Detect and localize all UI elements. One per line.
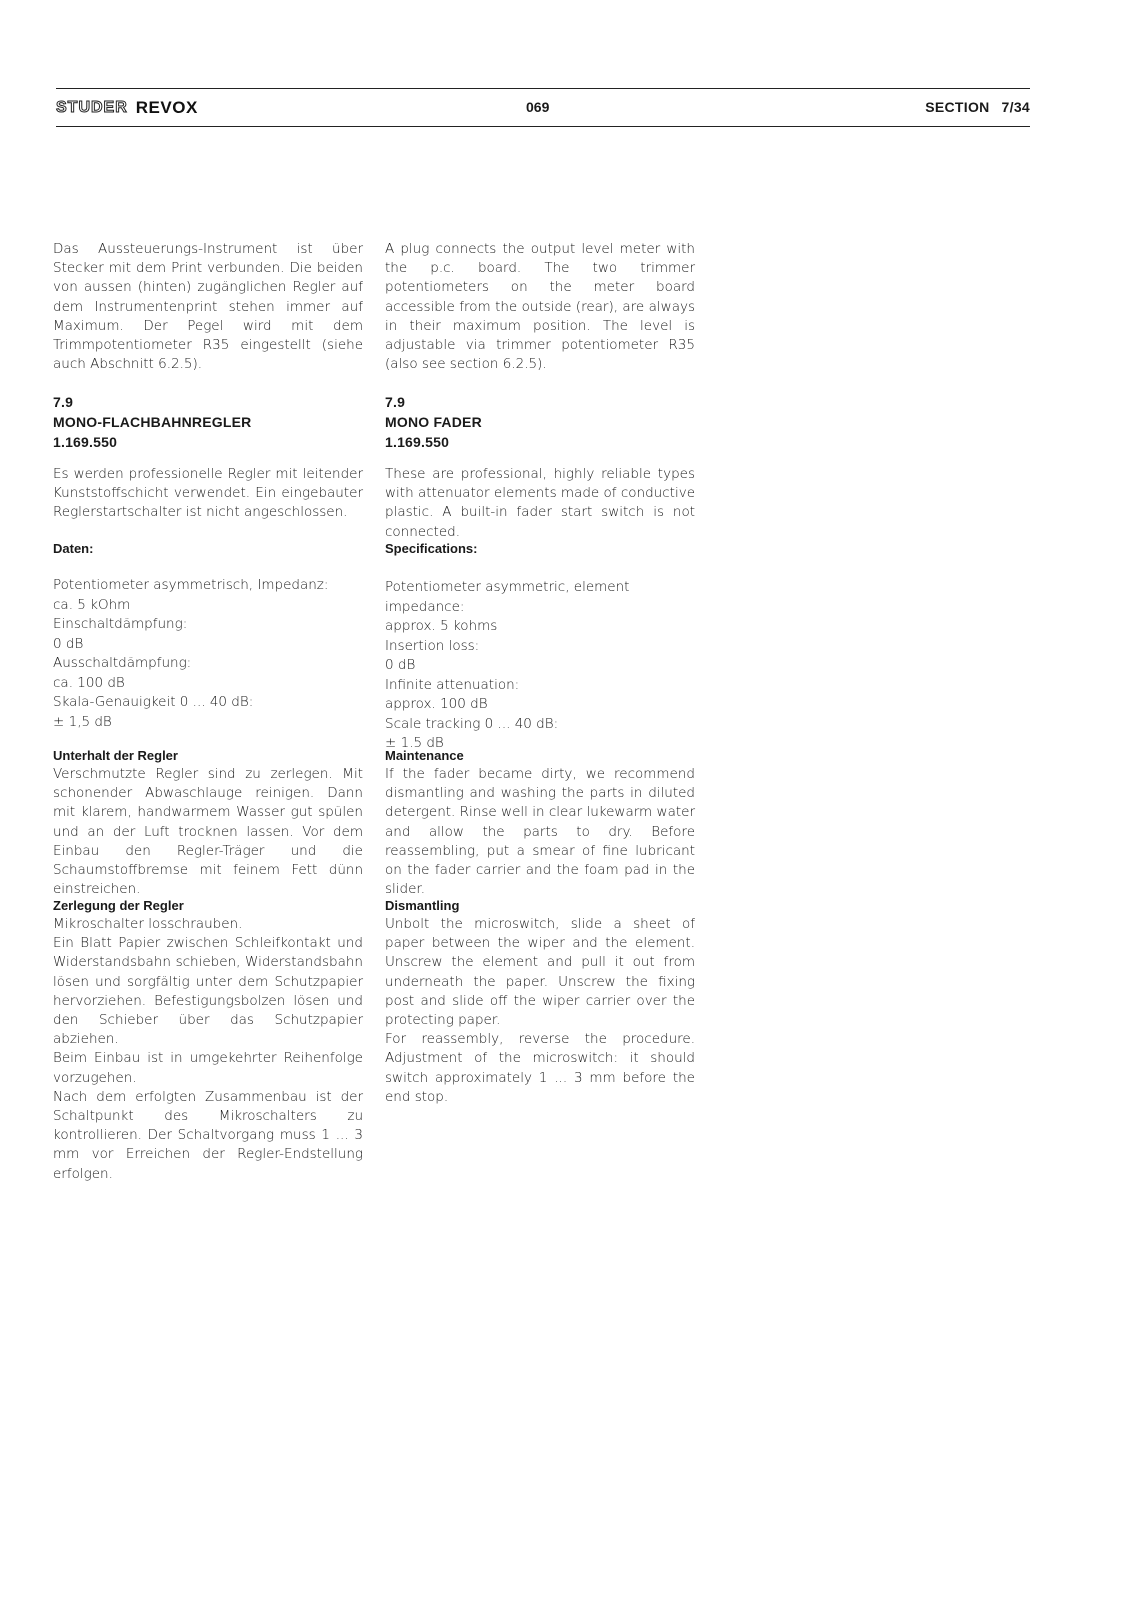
- spec-line: ca. 5 kOhm: [53, 596, 131, 613]
- spec-line: ± 1,5 dB: [53, 713, 112, 730]
- english-maintenance-text: If the fader became dirty, we recommend dismantling and washing the parts in diluted detergent. Rinse well in clear lukewarm water and allow the parts to dry. Before reassembling, put a smear of fine lubricant on the fader carrier and the foam pad in the slider.: [385, 766, 695, 898]
- german-description: Es werden professionelle Regler mit leitender Kunststoffschicht verwendet. Ein eingebauter Reglerstartschalter ist nicht angeschlossen.: [53, 466, 363, 521]
- german-specs-heading: Daten:: [53, 541, 94, 556]
- english-heading-title: MONO FADER: [385, 414, 482, 430]
- english-dismantling-paragraph: For reassembly, reverse the procedure. Adjustment of the microswitch: it should switch approximately 1 ... 3 mm before the end stop.: [385, 1031, 695, 1105]
- english-heading-code: 1.169.550: [385, 434, 450, 450]
- page-header: [56, 94, 1030, 122]
- spec-line: Potentiometer asymmetric, element impedance:: [385, 579, 630, 615]
- spec-line: 0 dB: [53, 635, 84, 652]
- spec-line: approx. 100 dB: [385, 696, 488, 712]
- header-bottom-rule: [56, 126, 1030, 127]
- german-dismantling-heading: Zerlegung der Regler: [53, 898, 184, 913]
- spec-line: Skala-Genauigkeit 0 ... 40 dB:: [53, 694, 254, 710]
- section-value: 7/34: [1001, 99, 1030, 115]
- english-dismantling-paragraph: Unbolt the microswitch, slide a sheet of paper between the wiper and the element. Unscrew the element and pull it out from underneath the paper. Unscrew the fixing post and slide off the wiper carrier over the protecting paper.: [385, 916, 695, 1029]
- spec-line: approx. 5 kohms: [385, 618, 498, 634]
- english-dismantling-heading: Dismantling: [385, 898, 460, 913]
- spec-line: Infinite attenuation:: [385, 676, 520, 693]
- german-specs-list: [53, 576, 363, 732]
- english-description: These are professional, highly reliable types with attenuator elements made of conductive plastic. A built-in fader start switch is not connected.: [385, 466, 695, 540]
- english-heading: [385, 392, 695, 452]
- english-intro: A plug connects the output level meter with the p.c. board. The two trimmer potentiometers on the meter board accessible from the outside (rear), are always in their maximum position. The level is adjustable via trimmer potentiometer R35 (also see section 6.2.5).: [385, 241, 695, 373]
- german-heading-code: 1.169.550: [53, 434, 118, 450]
- logo-revox: REVOX: [135, 98, 198, 117]
- german-intro: Das Aussteuerungs-Instrument ist über Stecker mit dem Print verbunden. Die beiden von aussen (hinten) zugänglichen Regler auf dem Instrumentenprint stehen immer auf Maximum. Der Pegel wird mit dem Trimmpotentiometer R35 eingestellt (siehe auch Abschnitt 6.2.5).: [53, 241, 363, 373]
- spec-line: Scale tracking 0 ... 40 dB:: [385, 715, 559, 732]
- german-heading-number: 7.9: [53, 394, 74, 410]
- logo-studer: STUDER: [56, 99, 128, 116]
- german-maintenance-text: Verschmutzte Regler sind zu zerlegen. Mit schonender Abwaschlauge reinigen. Dann mit klarem, handwarmem Wasser gut spülen und an der Luft trocknen lassen. Vor dem Einbau den Regler-Träger und die Schaumstoffbremse mit feinem Fett dünn einstreichen.: [53, 766, 363, 898]
- page-number: 069: [526, 99, 550, 115]
- spec-line: Einschaltdämpfung:: [53, 616, 188, 632]
- english-heading-number: 7.9: [385, 394, 406, 410]
- spec-line: 0 dB: [385, 657, 416, 673]
- english-maintenance-heading: Maintenance: [385, 748, 464, 763]
- spec-line: ± 1.5 dB: [385, 735, 444, 751]
- german-dismantling-paragraph: Mikroschalter losschrauben.: [53, 916, 243, 932]
- english-specs-heading: Specifications:: [385, 541, 478, 556]
- german-dismantling-paragraph: Beim Einbau ist in umgekehrter Reihenfolge vorzugehen.: [53, 1050, 363, 1086]
- spec-line: Potentiometer asymmetrisch, Impedanz:: [53, 577, 329, 593]
- german-heading-title: MONO-FLACHBAHNREGLER: [53, 414, 252, 430]
- section-indicator: [925, 99, 1030, 115]
- spec-line: ca. 100 dB: [53, 674, 125, 691]
- brand-logo: [56, 98, 198, 118]
- german-dismantling-paragraph: Ein Blatt Papier zwischen Schleifkontakt und Widerstandsbahn schieben, Widerstandsbahn lösen und sorgfältig unter dem Schutzpapier hervorziehen. Befestigungsbolzen lösen und den Schieber über das Schutzpapier abziehen.: [53, 935, 363, 1048]
- german-heading: [53, 392, 363, 452]
- german-dismantling-paragraph: Nach dem erfolgten Zusammenbau ist der Schaltpunkt des Mikroschalters zu kontrollieren. Der Schaltvorgang muss 1 ... 3 mm vor Erreichen der Regler-Endstellung erfolgen.: [53, 1088, 363, 1182]
- header-top-rule: [56, 88, 1030, 89]
- spec-line: Ausschaltdämpfung:: [53, 655, 192, 671]
- section-label: SECTION: [925, 99, 990, 115]
- german-maintenance-heading: Unterhalt der Regler: [53, 748, 178, 763]
- english-specs-list: [385, 578, 695, 754]
- spec-line: Insertion loss:: [385, 637, 480, 654]
